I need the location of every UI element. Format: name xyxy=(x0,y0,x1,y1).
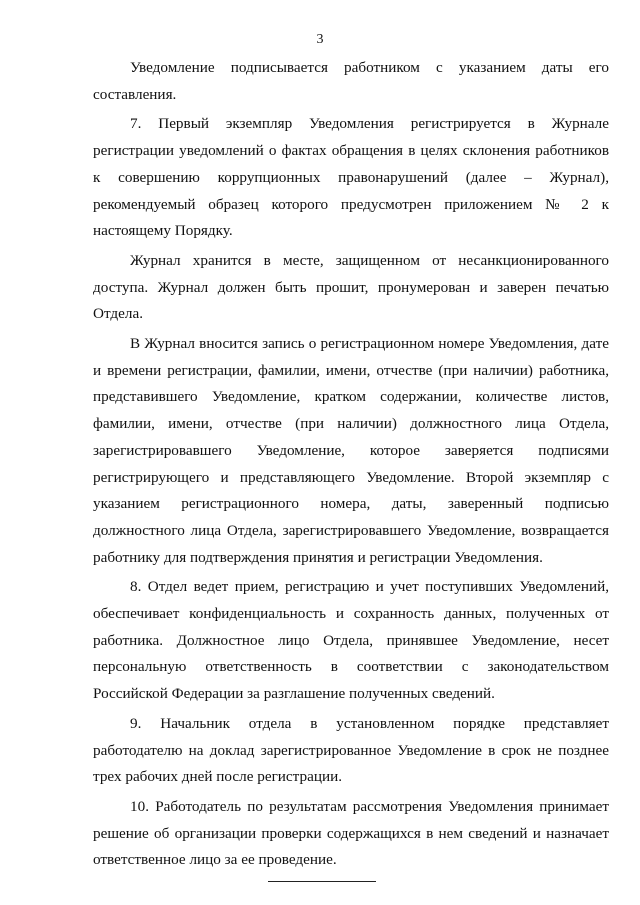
paragraph-journal-entry: В Журнал вносится запись о регистрационном номере Уведомления, дате и времени регистрации, фамилии, имени, отчестве (при наличии) работника, представившего Уведомление, кратком содержании, количестве листов, фамилии, имени, отчестве (при наличии) должностного лица Отдела, зарегистрировавшего Уведомление, которое заверяется подписями регистрирующего и представляющего Уведомление. Второй экземпляр с указанием регистрационного номера, даты, заверенный подписью должностного лица Отдела, зарегистрировавшего Уведомление, возвращается работнику для подтверждения принятия и регистрации Уведомления. xyxy=(93,335,609,566)
closing-divider xyxy=(268,881,376,882)
paragraph-10-employer: 10. Работодатель по результатам рассмотрения Уведомления принимает решение об организации проверки содержащихся в нем сведений и назначает ответственное лицо за ее проведение. xyxy=(93,797,609,869)
page-number: 3 xyxy=(316,32,324,47)
paragraph-9-head: 9. Начальник отдела в установленном порядке представляет работодателю на доклад зарегистрированное Уведомление в срок не позднее трех рабочих дней после регистрации. xyxy=(93,714,609,786)
document-body xyxy=(93,55,609,877)
paragraph-journal-storage: Журнал хранится в месте, защищенном от несанкционированного доступа. Журнал должен быть прошит, пронумерован и заверен печатью Отдела. xyxy=(93,251,609,323)
paragraph-notification-signature: Уведомление подписывается работником с указанием даты его составления. xyxy=(93,59,609,103)
paragraph-7-registration: 7. Первый экземпляр Уведомления регистрируется в Журнале регистрации уведомлений о фактах обращения в целях склонения работников к совершению коррупционных правонарушений (далее – Журнал), рекомендуемый образец которого предусмотрен приложением № 2 к настоящему Порядку. xyxy=(93,115,609,240)
paragraph-8-department: 8. Отдел ведет прием, регистрацию и учет поступивших Уведомлений, обеспечивает конфиденциальность и сохранность данных, полученных от работника. Должностное лицо Отдела, принявшее Уведомление, несет персональную ответственность в соответствии с законодательством Российской Федерации за разглашение полученных сведений. xyxy=(93,578,609,703)
